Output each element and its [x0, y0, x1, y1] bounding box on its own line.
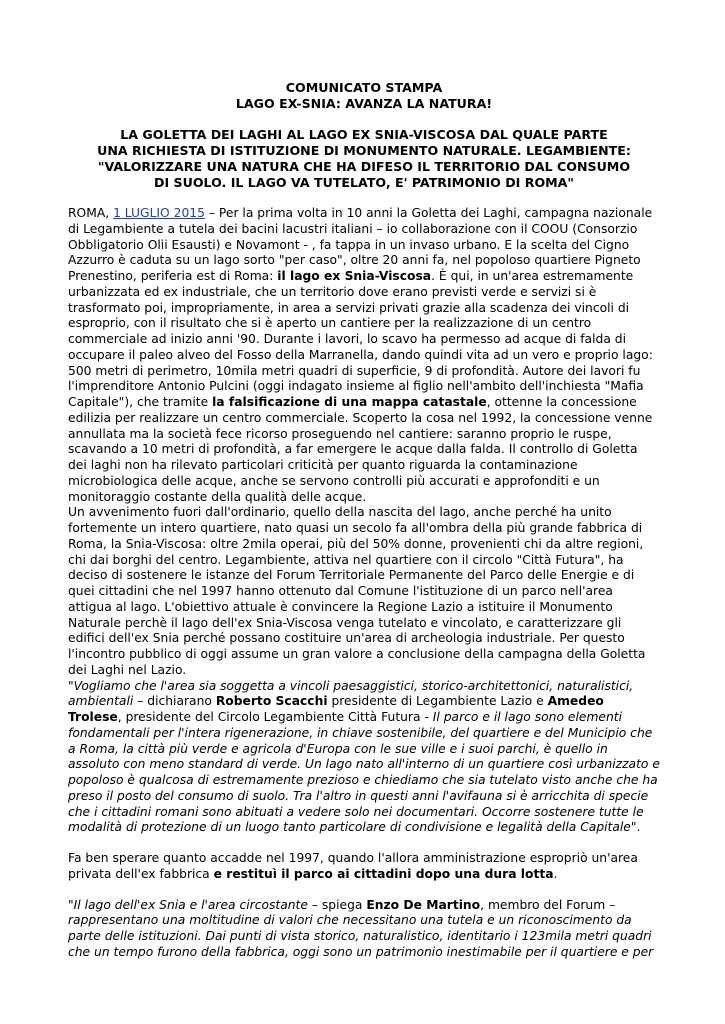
person-name: Roberto Scacchi	[215, 694, 328, 709]
italic-quote: Vogliamo che l'area sia soggetta a vincoli paesaggistici, storico-architettonici, naturalistici, ambientali	[68, 678, 634, 709]
subhead-line-3: "VALORIZZARE UNA NATURA CHE HA DIFESO IL TERRITORIO DAL CONSUMO	[97, 159, 631, 174]
dateline-place: ROMA,	[68, 206, 114, 220]
quote-mark: "	[68, 897, 74, 912]
paragraph-text: presidente di Legambiente Lazio e	[327, 694, 548, 709]
paragraph-text: .	[553, 866, 558, 881]
paragraph-text: – dichiarano	[133, 694, 216, 709]
italic-quote: Il parco e il lago sono elementi fondamentali per l'intera rigenerazione, in chiave sostenibile, del quartiere e del Municipio che a Roma, la città più verde e agricola d'Europa con le sue ville e i suoi parchi, è quello in assoluto con meno standard di verde. Un lago nato all'interno di un quartiere così urbanizzato e popoloso è qualcosa di estremamente prezioso e chiediamo che sia tutelato visto anche che ha preso il posto del consumo di suolo. Tra l'altro in questi anni l'avifauna si è arricchita di specie che i cittadini romani sono abituati a vedere solo nei documentari. Occorre sostenere tutte le modalità di protezione di un luogo tanto particolare di condivisione e legalità della Capitale	[68, 710, 660, 835]
press-release-document	[68, 80, 660, 961]
paragraph-quote-forum	[68, 898, 660, 961]
bold-text: il lago ex Snia-Viscosa	[277, 269, 432, 283]
subhead-line-1: LA GOLETTA DEI LAGHI AL LAGO EX SNIA-VISCOSA DAL QUALE PARTE	[120, 127, 608, 142]
paragraph-quote-legambiente	[68, 679, 660, 837]
document-header	[68, 80, 660, 112]
paragraph-history: Un avvenimento fuori dall'ordinario, quello della nascita del lago, anche perché ha unito fortemente un intero quartiere, nato quasi un secolo fa all'ombra della più grande fabbrica di Roma, la Snia-Viscosa: oltre 2mila operai, più del 50% donne, provenienti chi da altre regioni, chi dai borghi del centro. Legambiente, attiva nel quartiere con il circolo "Città Futura", ha deciso di sostenere le istanze del Forum Territoriale Permanente del Parco delle Energie e di quei cittadini che nel 1997 hanno ottenuto dal Comune l'istituzione di un parco nell'area attigua al lago. L'obiettivo attuale è convincere la Regione Lazio a istituire il Monumento Naturale perchè il lago dell'ex Snia-Viscosa venga tutelato e vincolato, e caratterizzare gli edifici dell'ex Snia perché possano costituire un'area di archeologia industriale. Per questo l'incontro pubblico di oggi assume un gran valore a conclusione della campagna della Goletta dei Laghi nel Lazio.	[68, 505, 646, 677]
paragraph-text: , ottenne la concessione edilizia per realizzare un centro commerciale. Scoperto la cosa nel 1992, la concessione venne annullata ma la società fece ricorso proseguendo nel cantiere: saranno proprio le ruspe, scavando a 10 metri di profondità, a far emergere le acque dalla falda. Il controllo di Goletta dei laghi non ha rilevato particolari criticità per quanto riguarda la contaminazione microbiologica delle acque, anche se servono controlli più accurati e approfonditi e un monitoraggio costante della qualità delle acque.	[68, 395, 653, 504]
paragraph-intro	[68, 206, 660, 505]
header-headline: LAGO EX-SNIA: AVANZA LA NATURA!	[235, 96, 493, 111]
person-name: Enzo De Martino	[366, 897, 481, 912]
paragraph-text: , membro del Forum –	[480, 897, 616, 912]
paragraph-text: – Per la prima volta in 10 anni la Goletta dei Laghi, campagna nazionale di Legambiente a tutela dei bacini lacustri italiani – io collaborazione con il COOU (Consorzio Obbligatorio Olii Esausti) e Novamont - , fa tappa in un invaso urbano. E la scelta del Cigno Azzurro è caduta su un lago sorto "per caso", oltre 20 anni fa, nel popoloso quartiere Pigneto Prenestino, periferia est di Roma:	[68, 206, 653, 283]
italic-quote: Il lago dell'ex Snia e l'area circostante	[73, 897, 308, 912]
paragraph-text: , presidente del Circolo Legambiente Città Futura -	[117, 710, 433, 724]
paragraph-text: – spiega	[307, 897, 367, 912]
paragraph-1997	[68, 851, 660, 883]
paragraph-text: Fa ben sperare quanto accadde nel 1997, quando l'allora amministrazione espropriò un'area privata dell'ex fabbrica	[68, 851, 638, 881]
paragraph-text: . È qui, in un'area estremamente urbanizzata ed ex industriale, che un territorio dove erano previsti verde e servizi si è trasformato poi, impropriamente, in area a servizi privati grazie alla scadenza dei vincoli di esproprio, con il risultato che si è aperto un cantiere per la realizzazione di un centro commerciale ad inizio anni '90. Durante i lavori, lo scavo ha permesso ad acque di falda di occupare il paleo alveo del Fosso della Marranella, dando quindi vita ad un vero e proprio lago: 500 metri di perimetro, 10mila metri quadri di superficie, 9 di profondità. Autore dei lavori fu l'imprenditore Antonio Pulcini (oggi indagato insieme al figlio nell'ambito dell'inchiesta "Mafia Capitale"), che tramite	[68, 269, 653, 409]
date-link[interactable]: 1 LUGLIO 2015	[113, 206, 205, 220]
bold-text: e restituì il parco ai cittadini dopo una dura lotta	[213, 866, 554, 881]
subhead-line-2: UNA RICHIESTA DI ISTITUZIONE DI MONUMENTO NATURALE. LEGAMBIENTE:	[97, 143, 631, 158]
person-name: Amedeo Trolese	[68, 694, 604, 724]
bold-text: la falsificazione di una mappa catastale	[212, 395, 487, 409]
document-subheadline	[68, 127, 660, 191]
header-title: COMUNICATO STAMPA	[285, 80, 443, 95]
subhead-line-4: DI SUOLO. IL LAGO VA TUTELATO, E' PATRIMONIO DI ROMA"	[154, 175, 574, 190]
quote-end: ".	[630, 820, 641, 835]
quote-mark: "	[68, 678, 74, 693]
italic-quote: rappresentano una moltitudine di valori che necessitano una tutela e un riconoscimento da parte delle istituzioni. Dai punti di vista storico, naturalistico, identitario i 123mila metri quadri che un tempo furono della fabbrica, oggi sono un patrimonio inestimabile per il quartiere e per	[68, 913, 654, 959]
